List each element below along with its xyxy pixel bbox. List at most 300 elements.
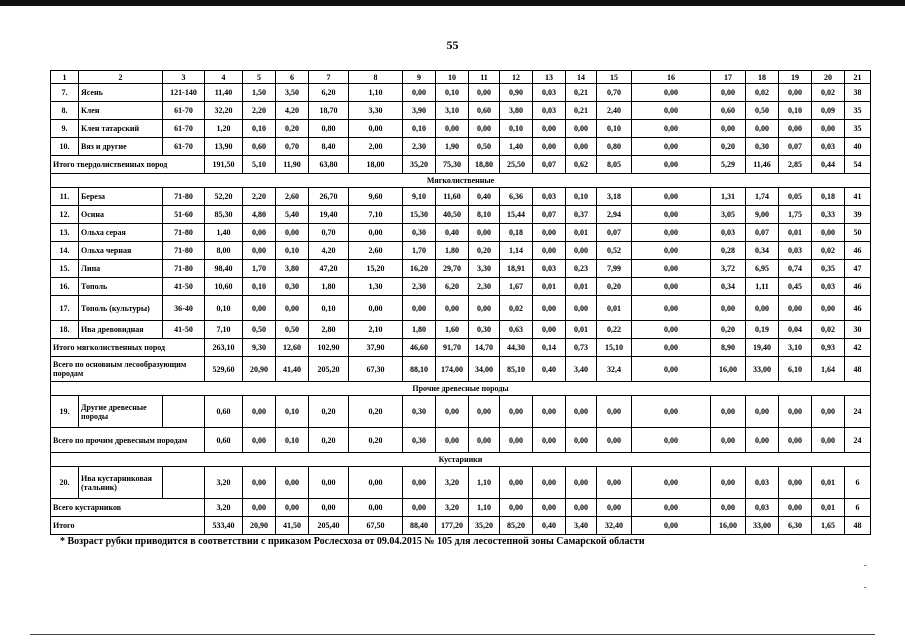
table-cell: 0,60 bbox=[243, 138, 276, 156]
table-cell: 19. bbox=[51, 396, 79, 428]
table-cell: Другие древесные породы bbox=[79, 396, 163, 428]
table-cell: 0,00 bbox=[403, 296, 436, 321]
table-cell: 15,44 bbox=[500, 206, 533, 224]
table-cell: 48 bbox=[845, 517, 871, 535]
table-cell: 0,00 bbox=[711, 84, 746, 102]
table-cell: 0,18 bbox=[500, 224, 533, 242]
table-cell: 0,00 bbox=[779, 120, 812, 138]
table-cell: 0,00 bbox=[597, 499, 632, 517]
table-cell: 8. bbox=[51, 102, 79, 120]
table-cell: 0,40 bbox=[469, 188, 500, 206]
table-cell: 1,60 bbox=[436, 321, 469, 339]
table-cell: 6,30 bbox=[779, 517, 812, 535]
table-cell: 16,20 bbox=[403, 260, 436, 278]
table-cell: 0,00 bbox=[276, 467, 309, 499]
table-cell: 0,05 bbox=[779, 188, 812, 206]
table-cell: 11,40 bbox=[205, 84, 243, 102]
table-cell: 5,29 bbox=[711, 156, 746, 174]
table-cell: 1,70 bbox=[403, 242, 436, 260]
table-cell: 1,40 bbox=[205, 224, 243, 242]
table-cell: 2,60 bbox=[276, 188, 309, 206]
table-cell: 0,00 bbox=[533, 224, 566, 242]
table-cell: 0,00 bbox=[711, 499, 746, 517]
table-row bbox=[51, 102, 871, 120]
table-cell: 11,46 bbox=[746, 156, 779, 174]
table-cell: 3,50 bbox=[276, 84, 309, 102]
table-cell: 3,80 bbox=[276, 260, 309, 278]
table-cell: 0,10 bbox=[276, 428, 309, 453]
table-cell: 0,00 bbox=[632, 84, 711, 102]
table-cell: Осина bbox=[79, 206, 163, 224]
table-cell: 2,40 bbox=[597, 102, 632, 120]
table-cell: 50 bbox=[845, 224, 871, 242]
table-cell: 15 bbox=[597, 71, 632, 84]
forest-stock-table bbox=[50, 70, 871, 535]
table-cell: 0,21 bbox=[566, 102, 597, 120]
table-cell: 0,00 bbox=[533, 428, 566, 453]
table-cell: 0,00 bbox=[533, 138, 566, 156]
table-cell: 0,00 bbox=[276, 296, 309, 321]
table-cell: Вяз и другие bbox=[79, 138, 163, 156]
table-cell: Береза bbox=[79, 188, 163, 206]
table-row bbox=[51, 278, 871, 296]
table-cell: 0,30 bbox=[403, 224, 436, 242]
table-cell: 33,00 bbox=[746, 357, 779, 382]
table-cell: 0,00 bbox=[779, 428, 812, 453]
table-cell: 10. bbox=[51, 138, 79, 156]
section-header-row bbox=[51, 382, 871, 396]
table-cell: 3 bbox=[163, 71, 205, 84]
table-row bbox=[51, 260, 871, 278]
table-cell: Тополь (культуры) bbox=[79, 296, 163, 321]
table-cell: 34,00 bbox=[469, 357, 500, 382]
table-cell: 4,20 bbox=[276, 102, 309, 120]
table-cell: 35 bbox=[845, 102, 871, 120]
table-cell: 0,44 bbox=[812, 156, 845, 174]
table-cell: 0,01 bbox=[812, 467, 845, 499]
table-cell: 91,70 bbox=[436, 339, 469, 357]
table-cell: 30 bbox=[845, 321, 871, 339]
table-cell: 41,40 bbox=[276, 357, 309, 382]
table-cell: 11 bbox=[469, 71, 500, 84]
table-cell: 0,52 bbox=[597, 242, 632, 260]
table-cell: 3,20 bbox=[436, 467, 469, 499]
table-cell: 0,20 bbox=[276, 120, 309, 138]
table-cell: 0,03 bbox=[812, 278, 845, 296]
table-cell: 6,10 bbox=[779, 357, 812, 382]
table-cell: 0,00 bbox=[779, 467, 812, 499]
table-cell: 0,20 bbox=[597, 278, 632, 296]
table-cell: 3,20 bbox=[436, 499, 469, 517]
table-cell: 0,02 bbox=[500, 296, 533, 321]
table-cell: 0,00 bbox=[566, 499, 597, 517]
table-cell: 0,60 bbox=[205, 396, 243, 428]
table-row bbox=[51, 296, 871, 321]
table-cell: 0,10 bbox=[566, 188, 597, 206]
table-cell: 0,21 bbox=[566, 84, 597, 102]
table-cell: 0,00 bbox=[711, 396, 746, 428]
table-cell: 0,07 bbox=[533, 156, 566, 174]
table-cell: 71-80 bbox=[163, 224, 205, 242]
table-cell: 0,00 bbox=[632, 321, 711, 339]
table-cell: 6,20 bbox=[436, 278, 469, 296]
table-cell: 0,00 bbox=[566, 138, 597, 156]
table-cell: 41-50 bbox=[163, 321, 205, 339]
table-cell: 18,91 bbox=[500, 260, 533, 278]
table-cell: 0,00 bbox=[711, 120, 746, 138]
table-cell: 0,70 bbox=[276, 138, 309, 156]
table-cell: 0,00 bbox=[779, 396, 812, 428]
table-cell: 1,65 bbox=[812, 517, 845, 535]
table-cell: 0,01 bbox=[566, 321, 597, 339]
table-cell: 0,10 bbox=[276, 396, 309, 428]
table-cell: 9,10 bbox=[403, 188, 436, 206]
table-cell: 0,00 bbox=[632, 156, 711, 174]
table-cell: 67,50 bbox=[349, 517, 403, 535]
table-cell: 2,60 bbox=[349, 242, 403, 260]
table-cell: 14. bbox=[51, 242, 79, 260]
table-cell bbox=[163, 467, 205, 499]
table-cell: 16,00 bbox=[711, 517, 746, 535]
table-cell: 7. bbox=[51, 84, 79, 102]
table-cell: 102,90 bbox=[309, 339, 349, 357]
table-cell: 0,02 bbox=[812, 84, 845, 102]
table-cell: 0,01 bbox=[779, 224, 812, 242]
table-cell: 0,00 bbox=[500, 396, 533, 428]
table-cell: 20,90 bbox=[243, 517, 276, 535]
table-cell: 7,10 bbox=[349, 206, 403, 224]
table-cell: 98,40 bbox=[205, 260, 243, 278]
table-cell: 0,00 bbox=[349, 296, 403, 321]
table-cell: 1,40 bbox=[500, 138, 533, 156]
table-cell: 0,40 bbox=[533, 517, 566, 535]
table-cell: 25,50 bbox=[500, 156, 533, 174]
table-row bbox=[51, 188, 871, 206]
table-row bbox=[51, 224, 871, 242]
table-cell: 39 bbox=[845, 206, 871, 224]
table-cell: 0,00 bbox=[309, 467, 349, 499]
table-cell: 3,10 bbox=[779, 339, 812, 357]
table-cell: 16. bbox=[51, 278, 79, 296]
table-cell: 0,00 bbox=[746, 120, 779, 138]
table-cell: 0,28 bbox=[711, 242, 746, 260]
table-cell: 0,01 bbox=[533, 278, 566, 296]
table-cell: 41 bbox=[845, 188, 871, 206]
table-cell: 1,30 bbox=[349, 278, 403, 296]
table-cell: 1,11 bbox=[746, 278, 779, 296]
table-cell: 0,00 bbox=[812, 428, 845, 453]
table-cell: 0,10 bbox=[500, 120, 533, 138]
table-cell: 1,67 bbox=[500, 278, 533, 296]
table-cell: 0,50 bbox=[469, 138, 500, 156]
table-cell: 529,60 bbox=[205, 357, 243, 382]
table-cell: 6,20 bbox=[309, 84, 349, 102]
table-cell: 0,00 bbox=[632, 467, 711, 499]
table-cell: 0,00 bbox=[533, 120, 566, 138]
table-cell: Тополь bbox=[79, 278, 163, 296]
table-cell: 10 bbox=[436, 71, 469, 84]
table-cell: Ольха серая bbox=[79, 224, 163, 242]
table-cell: 0,01 bbox=[597, 296, 632, 321]
table-cell: 205,20 bbox=[309, 357, 349, 382]
table-cell: 205,40 bbox=[309, 517, 349, 535]
table-cell: 61-70 bbox=[163, 102, 205, 120]
table-cell: 26,70 bbox=[309, 188, 349, 206]
table-cell: 0,93 bbox=[812, 339, 845, 357]
table-cell: 13. bbox=[51, 224, 79, 242]
table-cell: 0,20 bbox=[711, 321, 746, 339]
table-cell: 3,18 bbox=[597, 188, 632, 206]
page-number: 55 bbox=[446, 38, 459, 52]
table-cell: 0,00 bbox=[469, 428, 500, 453]
table-cell: 8,00 bbox=[205, 242, 243, 260]
table-row bbox=[51, 242, 871, 260]
table-cell: 0,00 bbox=[276, 224, 309, 242]
table-cell: 1,90 bbox=[436, 138, 469, 156]
table-cell: 1,70 bbox=[243, 260, 276, 278]
table-cell: 19 bbox=[779, 71, 812, 84]
bottom-scan-border bbox=[30, 634, 875, 635]
table-cell: 191,50 bbox=[205, 156, 243, 174]
table-cell: 16,00 bbox=[711, 357, 746, 382]
table-cell: 0,00 bbox=[500, 499, 533, 517]
table-cell: 0,00 bbox=[469, 224, 500, 242]
table-row bbox=[51, 321, 871, 339]
table-cell: 2,20 bbox=[243, 102, 276, 120]
table-cell: 0,30 bbox=[403, 428, 436, 453]
table-cell: 7 bbox=[309, 71, 349, 84]
table-cell: 3,30 bbox=[469, 260, 500, 278]
table-cell: 38 bbox=[845, 84, 871, 102]
table-cell: 0,00 bbox=[566, 296, 597, 321]
table-cell: 0,00 bbox=[632, 188, 711, 206]
table-cell: 46 bbox=[845, 296, 871, 321]
table-cell: 0,09 bbox=[812, 102, 845, 120]
table-cell: 1,80 bbox=[309, 278, 349, 296]
table-cell: 0,00 bbox=[779, 296, 812, 321]
table-cell: 0,00 bbox=[349, 499, 403, 517]
table-cell: 14 bbox=[566, 71, 597, 84]
table-cell: 0,10 bbox=[243, 120, 276, 138]
table-cell: 71-80 bbox=[163, 260, 205, 278]
table-cell: 0,03 bbox=[779, 242, 812, 260]
table-cell: 35 bbox=[845, 120, 871, 138]
table-cell: 18 bbox=[746, 71, 779, 84]
table-cell: 0,00 bbox=[632, 206, 711, 224]
table-cell: 52,20 bbox=[205, 188, 243, 206]
table-cell: 0,10 bbox=[779, 102, 812, 120]
total-row bbox=[51, 428, 871, 453]
table-cell: 121-140 bbox=[163, 84, 205, 102]
table-cell: 48 bbox=[845, 357, 871, 382]
table-cell: 8,90 bbox=[711, 339, 746, 357]
table-cell: 47,20 bbox=[309, 260, 349, 278]
table-cell: 0,60 bbox=[205, 428, 243, 453]
table-cell: 9. bbox=[51, 120, 79, 138]
table-cell: 0,14 bbox=[533, 339, 566, 357]
table-cell: 0,00 bbox=[276, 499, 309, 517]
table-cell: 54 bbox=[845, 156, 871, 174]
table-cell: 0,07 bbox=[746, 224, 779, 242]
table-cell: 0,01 bbox=[812, 499, 845, 517]
table-cell: 9,30 bbox=[243, 339, 276, 357]
table-cell: 88,40 bbox=[403, 517, 436, 535]
table-cell: 0,00 bbox=[349, 224, 403, 242]
table-cell: 71-80 bbox=[163, 242, 205, 260]
table-cell: 3,40 bbox=[566, 517, 597, 535]
table-cell: 12,60 bbox=[276, 339, 309, 357]
table-cell: 0,00 bbox=[436, 120, 469, 138]
table-cell: 0,18 bbox=[812, 188, 845, 206]
table-cell: 41-50 bbox=[163, 278, 205, 296]
table-cell: 0,00 bbox=[533, 396, 566, 428]
table-cell: 0,00 bbox=[632, 102, 711, 120]
table-cell: 0,10 bbox=[436, 84, 469, 102]
table-cell: 0,00 bbox=[243, 428, 276, 453]
table-cell: 0,00 bbox=[533, 242, 566, 260]
table-cell: 0,00 bbox=[632, 296, 711, 321]
table-cell: 5,40 bbox=[276, 206, 309, 224]
table-cell: 12. bbox=[51, 206, 79, 224]
table-cell: 0,10 bbox=[597, 120, 632, 138]
table-cell: 533,40 bbox=[205, 517, 243, 535]
table-cell: 0,30 bbox=[276, 278, 309, 296]
table-cell: 71-80 bbox=[163, 188, 205, 206]
table-cell: 19,40 bbox=[309, 206, 349, 224]
table-cell: 1 bbox=[51, 71, 79, 84]
table-cell: 1,10 bbox=[349, 84, 403, 102]
table-cell: 5 bbox=[243, 71, 276, 84]
table-cell: 0,00 bbox=[632, 339, 711, 357]
table-cell: 0,00 bbox=[469, 296, 500, 321]
table-cell: 0,10 bbox=[309, 296, 349, 321]
table-cell: Ясень bbox=[79, 84, 163, 102]
table-cell: 85,20 bbox=[500, 517, 533, 535]
table-cell: 0,34 bbox=[746, 242, 779, 260]
table-cell: 12 bbox=[500, 71, 533, 84]
table-cell: 11,90 bbox=[276, 156, 309, 174]
table-row bbox=[51, 467, 871, 499]
table-cell: 0,62 bbox=[566, 156, 597, 174]
table-cell: 0,00 bbox=[243, 296, 276, 321]
table-cell: Всего по прочим древесным породам bbox=[51, 428, 205, 453]
table-cell: 3,30 bbox=[349, 102, 403, 120]
table-cell: 0,00 bbox=[436, 428, 469, 453]
table-cell: 0,00 bbox=[779, 84, 812, 102]
table-cell: 0,00 bbox=[812, 224, 845, 242]
table-cell: 9,00 bbox=[746, 206, 779, 224]
table-cell: 8,40 bbox=[309, 138, 349, 156]
table-cell: 21 bbox=[845, 71, 871, 84]
table-cell: 0,20 bbox=[349, 396, 403, 428]
table-cell: 0,00 bbox=[436, 296, 469, 321]
table-cell: 0,20 bbox=[711, 138, 746, 156]
table-cell: 0,74 bbox=[779, 260, 812, 278]
table-cell: 36-40 bbox=[163, 296, 205, 321]
section-header-row bbox=[51, 174, 871, 188]
table-cell: 0,19 bbox=[746, 321, 779, 339]
table-cell: 1,20 bbox=[205, 120, 243, 138]
table-cell: 0,00 bbox=[711, 467, 746, 499]
table-cell: 0,10 bbox=[205, 296, 243, 321]
table-header-row bbox=[51, 71, 871, 84]
table-cell: Итого твердолиственных пород bbox=[51, 156, 205, 174]
section-header-row bbox=[51, 453, 871, 467]
table-cell: 0,00 bbox=[632, 278, 711, 296]
table-cell: 0,00 bbox=[711, 428, 746, 453]
table-cell: 0,20 bbox=[469, 242, 500, 260]
table-cell: 35,20 bbox=[469, 517, 500, 535]
table-cell: 1,31 bbox=[711, 188, 746, 206]
margin-mark: - bbox=[863, 560, 867, 571]
table-cell: 0,00 bbox=[469, 396, 500, 428]
table-cell: 85,30 bbox=[205, 206, 243, 224]
margin-mark: - bbox=[863, 582, 867, 593]
table-cell: 4 bbox=[205, 71, 243, 84]
table-cell: 0,90 bbox=[500, 84, 533, 102]
table-cell: 5,10 bbox=[243, 156, 276, 174]
table-cell: 35,20 bbox=[403, 156, 436, 174]
table-cell: 51-60 bbox=[163, 206, 205, 224]
table-cell: 0,00 bbox=[243, 467, 276, 499]
table-cell: 0,02 bbox=[812, 242, 845, 260]
table-cell: 0,00 bbox=[566, 242, 597, 260]
table-cell: 0,70 bbox=[309, 224, 349, 242]
table-cell: Клен татарский bbox=[79, 120, 163, 138]
table-cell: 1,80 bbox=[436, 242, 469, 260]
table-cell: 3,20 bbox=[205, 467, 243, 499]
table-cell: 0,00 bbox=[349, 120, 403, 138]
table-cell: 0,30 bbox=[469, 321, 500, 339]
table-row bbox=[51, 138, 871, 156]
table-cell: 174,00 bbox=[436, 357, 469, 382]
table-cell: 6,36 bbox=[500, 188, 533, 206]
table-cell: 0,00 bbox=[632, 357, 711, 382]
table-cell: 1,14 bbox=[500, 242, 533, 260]
table-cell: 7,99 bbox=[597, 260, 632, 278]
table-cell: 13,90 bbox=[205, 138, 243, 156]
table-row bbox=[51, 120, 871, 138]
table-cell: 32,4 bbox=[597, 357, 632, 382]
table-cell: 0,73 bbox=[566, 339, 597, 357]
table-cell: 40 bbox=[845, 138, 871, 156]
table-cell: 3,90 bbox=[403, 102, 436, 120]
table-cell: 0,00 bbox=[533, 467, 566, 499]
table-cell: 0,00 bbox=[632, 499, 711, 517]
table-cell: Липа bbox=[79, 260, 163, 278]
table-cell bbox=[163, 396, 205, 428]
table-cell: Клен bbox=[79, 102, 163, 120]
table-cell: 0,00 bbox=[632, 120, 711, 138]
table-cell: 0,50 bbox=[276, 321, 309, 339]
table-row bbox=[51, 206, 871, 224]
table-cell: 0,70 bbox=[597, 84, 632, 102]
table-cell: 0,03 bbox=[812, 138, 845, 156]
table-cell: 0,30 bbox=[403, 396, 436, 428]
table-cell: 0,60 bbox=[711, 102, 746, 120]
table-cell: 0,00 bbox=[632, 242, 711, 260]
table-cell: 0,20 bbox=[309, 396, 349, 428]
table-cell: 2,94 bbox=[597, 206, 632, 224]
table-cell: 0,00 bbox=[597, 396, 632, 428]
table-cell: 0,07 bbox=[779, 138, 812, 156]
table-cell: 46 bbox=[845, 242, 871, 260]
table-cell: 0,37 bbox=[566, 206, 597, 224]
table-cell: 0,03 bbox=[746, 467, 779, 499]
table-cell: 0,45 bbox=[779, 278, 812, 296]
table-cell: 6 bbox=[276, 71, 309, 84]
table-cell: 0,20 bbox=[309, 428, 349, 453]
